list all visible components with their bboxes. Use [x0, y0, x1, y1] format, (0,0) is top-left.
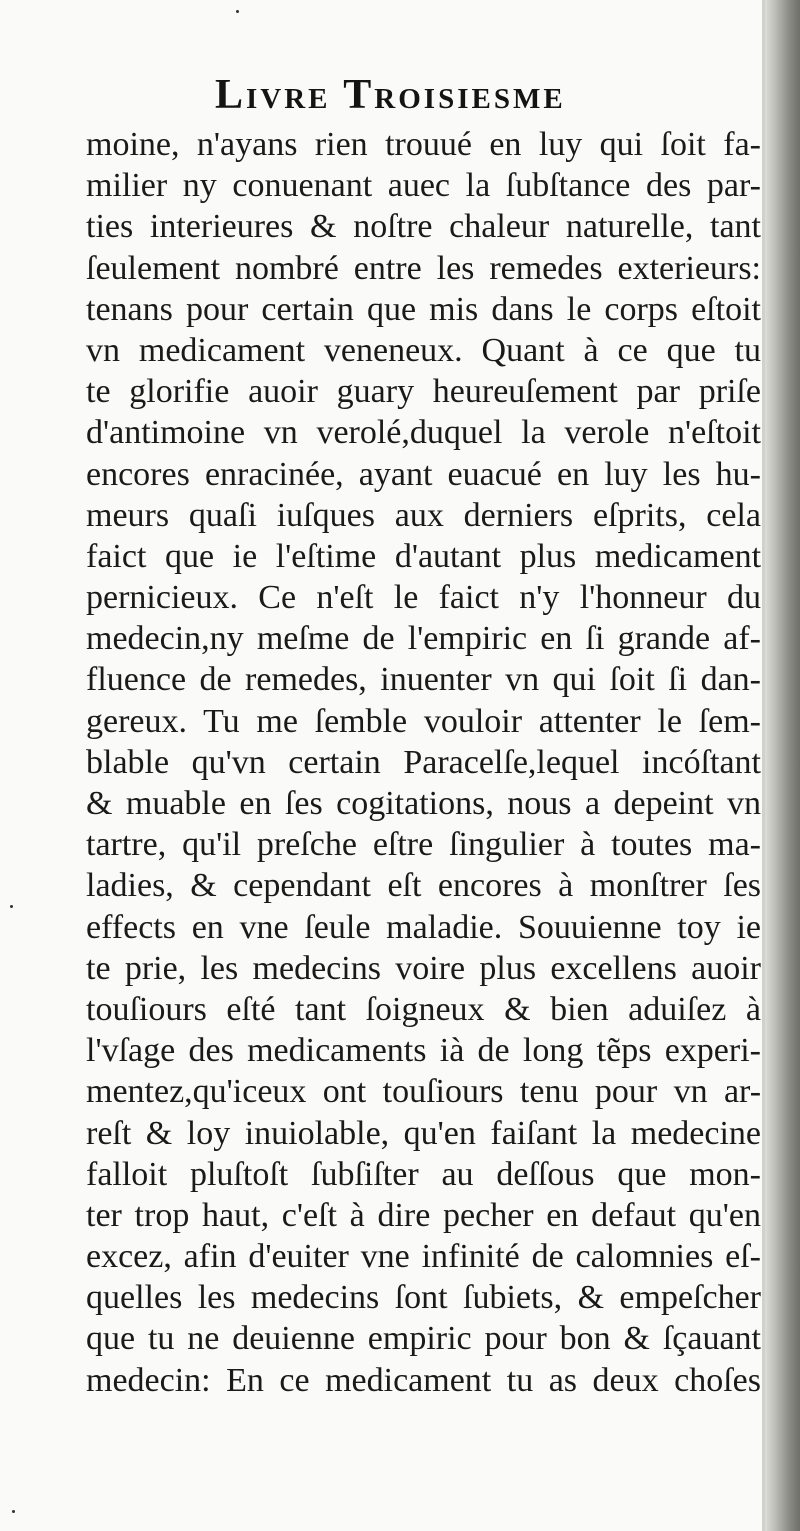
text-line: ladies, & cependant eſt encores à monſtrer ſes — [86, 867, 762, 905]
text-line: te prie, les medecins voire plus excellens auoir — [86, 949, 761, 987]
text-line: quelles les medecins ſont ſubiets, & empeſcher — [86, 1279, 762, 1317]
text-line: ter trop haut, c'eſt à dire pecher en defaut qu'en — [86, 1196, 761, 1234]
text-line: mentez,qu'iceux ont touſiours tenu pour vn ar- — [86, 1073, 762, 1111]
page-gutter-shadow — [762, 0, 800, 1531]
text-line: pernicieux. Ce n'eſt le faict n'y l'honneur du — [86, 579, 762, 617]
text-line: touſiours eſté tant ſoigneux & bien aduiſez à — [86, 990, 761, 1028]
text-line: faict que ie l'eſtime d'autant plus medicament — [86, 537, 762, 575]
text-line: & muable en ſes cogitations, nous a depeint vn — [86, 785, 761, 822]
text-line: tenans pour certain que mis dans le corps eſtoit — [86, 290, 761, 328]
ink-speck — [12, 1510, 15, 1513]
text-line: que tu ne deuienne empiric pour bon & ſçauant — [86, 1320, 762, 1358]
text-line: fluence de remedes, inuenter vn qui ſoit ſi dan- — [86, 661, 761, 699]
text-line: encores enracinée, ayant euacué en luy les hu- — [86, 455, 762, 493]
text-line: tartre, qu'il preſche eſtre ſingulier à toutes ma- — [86, 826, 761, 864]
text-line: meurs quaſi iuſques aux derniers eſprits, cela — [86, 496, 762, 534]
text-line: te glorifie auoir guary heureuſement par priſe — [86, 373, 762, 411]
text-line: medecin: En ce medicament tu as deux choſes — [86, 1361, 761, 1399]
text-line: moine, n'ayans rien trouué en luy qui ſoit fa- — [86, 126, 761, 163]
text-line: medecin,ny meſme de l'empiric en ſi grande af- — [86, 620, 761, 658]
text-line: excez, afin d'euiter vne infinité de calomnies eſ- — [86, 1238, 761, 1276]
text-line: reſt & loy inuiolable, qu'en faiſant la medecine — [86, 1114, 762, 1152]
ink-speck — [10, 905, 13, 908]
text-line: ties interieures & noſtre chaleur naturelle, tant — [86, 208, 761, 246]
ink-speck — [236, 10, 239, 13]
text-line: d'antimoine vn verolé,duquel la verole n'eſtoit — [86, 414, 761, 452]
text-line: milier ny conuenant auec la ſubſtance des par- — [86, 167, 761, 205]
running-head: Livre Troisiesme — [215, 72, 566, 118]
text-line: falloit pluſtoſt ſubſiſter au deſſous que mon- — [86, 1155, 761, 1193]
text-line: l'vſage des medicaments ià de long tẽps experi- — [86, 1032, 761, 1070]
text-line: vn medicament veneneux. Quant à ce que tu — [86, 331, 761, 369]
text-line: blable qu'vn certain Paracelſe,lequel incóſtant — [86, 743, 762, 781]
text-line: ſeulement nombré entre les remedes exterieurs: — [86, 249, 761, 287]
text-line: effects en vne ſeule maladie. Souuienne toy ie — [86, 908, 761, 946]
body-text — [86, 124, 761, 1401]
text-line: gereux. Tu me ſemble vouloir attenter le ſem- — [86, 702, 761, 740]
